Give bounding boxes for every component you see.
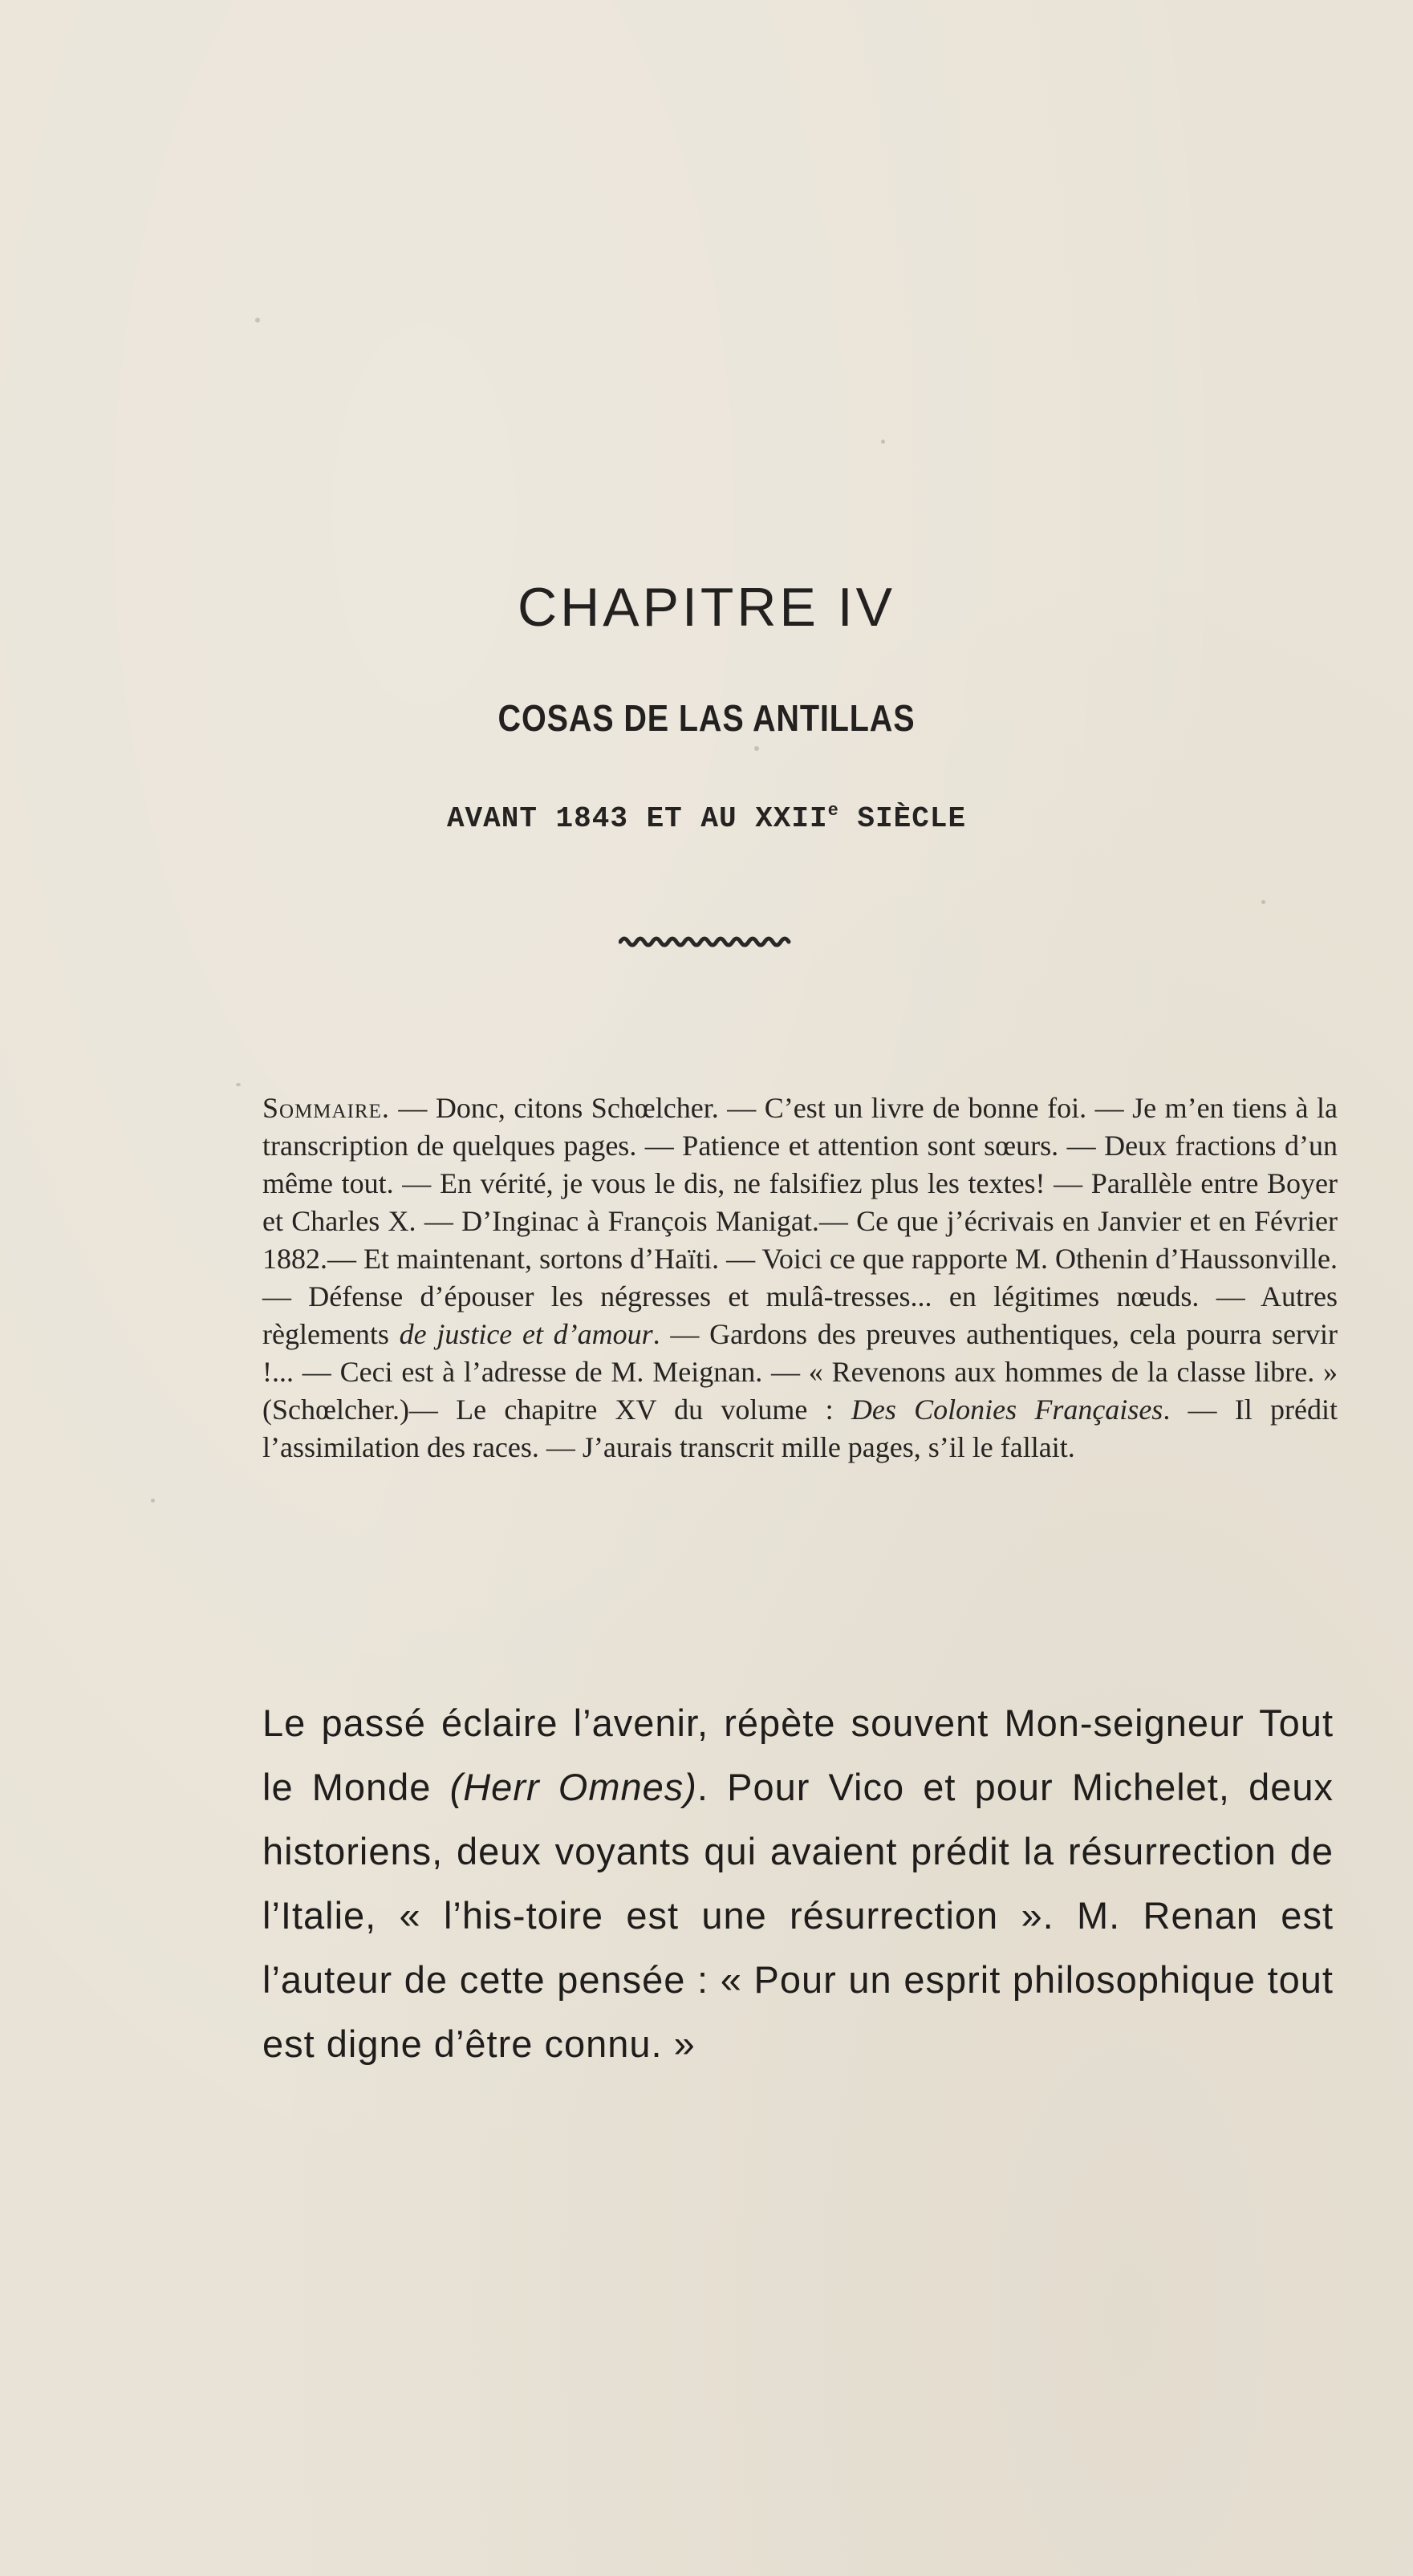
summary-text-1: — Donc, citons Schœlcher. — C’est un livre de bonne foi. — Je m’en tiens à la transcription de quelques pages. — Patience et attention sont sœurs. — Deux fractions d’un même tout. — En vérité, je vous le dis, ne falsifiez plus les textes! — Parallèle entre Boyer et Charles X. — D’Inginac à François Manigat.— Ce que j’écrivais en Janvier et en Février 1882.— Et maintenant, sortons d’Haïti. — Voici ce que rapporte M. Othenin d’Haussonville. — Défense d’épouser les négresses et mulâ-tresses... en légitimes nœuds. — Autres règlements [262,1092,1338,1350]
chapter-summary [262,1089,1338,1466]
chapter-epoch-main: AVANT 1843 ET AU XXII [446,802,828,835]
chapter-epoch-end: SIÈCLE [838,802,967,835]
chapter-subtitle: COSAS DE LAS ANTILLAS [497,697,916,739]
chapter-title: CHAPITRE IV [518,577,895,638]
paper-speck [255,318,260,323]
wavy-ornament-divider [619,934,795,950]
summary-text-2: . — Gardons des preuves authentiques, cela pourra servir !... — Ceci est à l’adresse de M. Meignan. — « Revenons aux hommes de la classe libre. » (Schœlcher.)— Le chapitre XV du volume : [262,1318,1338,1426]
summary-text-3: . — Il prédit l’assimilation des races. — J’aurais transcrit mille pages, s’il le fallait. [262,1393,1338,1463]
paper-speck [236,1083,241,1086]
chapter-epoch [0,801,1413,835]
paper-speck [754,746,759,751]
summary-italic-2: Des Colonies Françaises [851,1393,1163,1426]
body-text-2: . Pour Vico et pour Michelet, deux historiens, deux voyants qui avaient prédit la résurrection de l’Italie, « l’his-toire est une résurrection ». M. Renan est l’auteur de cette pensée : « Pour un esprit philosophique tout est digne d’être connu. » [262,1766,1334,2065]
paper-speck [151,1499,155,1503]
chapter-epoch-superscript: e [827,801,839,821]
summary-italic-1: de justice et d’amour [399,1318,653,1350]
body-paragraph [262,1691,1334,2076]
body-text-1: Le passé éclaire l’avenir, répète souvent Mon-seigneur Tout le Monde [262,1702,1334,1808]
summary-lead: Sommaire. [262,1092,390,1124]
body-italic-1: (Herr Omnes) [449,1766,697,1808]
paper-speck [881,440,885,444]
paper-speck [1261,900,1265,904]
